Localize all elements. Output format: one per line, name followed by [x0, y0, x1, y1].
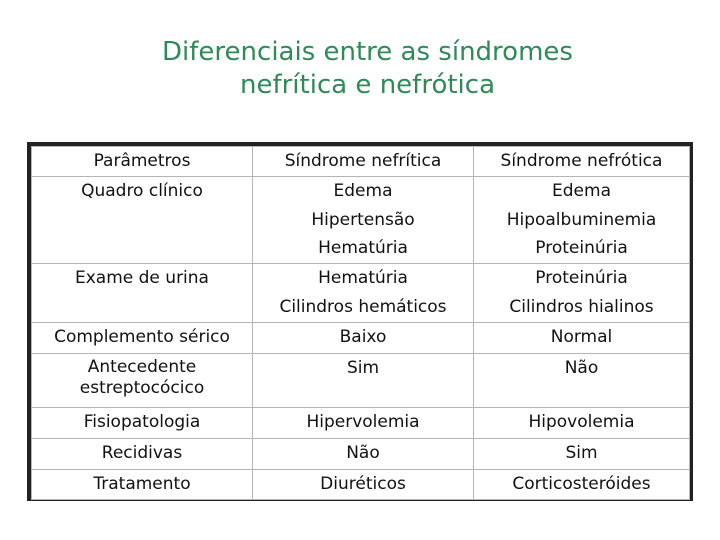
param-cell — [32, 323, 253, 354]
comparison-table-frame — [27, 142, 693, 501]
nefrotica-cell — [474, 408, 690, 439]
cell-text: Não — [564, 358, 599, 378]
comparison-table — [31, 146, 690, 500]
cell-text: Recidivas — [101, 443, 183, 463]
cell-text: Não — [346, 443, 380, 463]
param-cell — [32, 408, 253, 439]
cell-text: Hipovolemia — [528, 412, 635, 432]
cell-text: Antecedente — [87, 357, 197, 377]
slide-title — [0, 36, 720, 102]
cell-text: Exame de urina — [75, 268, 209, 288]
nefritica-cell — [253, 408, 474, 439]
cell-text: Tratamento — [93, 474, 191, 494]
cell-text: Proteinúria — [535, 268, 628, 288]
header-cell-nefrotica: Síndrome nefrótica — [474, 147, 690, 177]
nefrotica-cell — [474, 264, 690, 323]
cell-text: Hematúria — [318, 268, 408, 288]
table-row — [32, 264, 690, 323]
table-row — [32, 470, 690, 500]
cell-text: Sim — [346, 358, 380, 378]
cell-text: Cilindros hemáticos — [279, 296, 447, 317]
param-cell — [32, 439, 253, 470]
param-cell — [32, 470, 253, 500]
table-row — [32, 408, 690, 439]
cell-text: Cilindros hialinos — [509, 296, 654, 317]
header-row — [32, 147, 690, 177]
cell-text: Hematúria — [318, 238, 408, 258]
cell-text: Edema — [552, 181, 611, 201]
nefritica-cell — [253, 354, 474, 408]
cell-text: Edema — [333, 181, 393, 201]
nefritica-cell — [253, 439, 474, 470]
cell-text: Complemento sérico — [54, 327, 230, 347]
nefrotica-cell — [474, 354, 690, 408]
header-cell-parametros: Parâmetros — [32, 147, 253, 177]
nefrotica-cell — [474, 470, 690, 500]
nefrotica-cell — [474, 177, 690, 264]
header-cell-nefritica: Síndrome nefrítica — [253, 147, 474, 177]
cell-text: estreptocócico — [79, 378, 205, 398]
nefrotica-cell — [474, 323, 690, 354]
title-line-1: Diferenciais entre as síndromes — [162, 37, 573, 67]
nefritica-cell — [253, 264, 474, 323]
table-row — [32, 439, 690, 470]
table-row — [32, 323, 690, 354]
cell-text: Corticosteróides — [512, 474, 651, 494]
table-row — [32, 354, 690, 408]
cell-text: Diuréticos — [320, 474, 406, 494]
cell-text: Baixo — [339, 327, 387, 347]
cell-text: Hipervolemia — [306, 412, 420, 432]
nefritica-cell — [253, 323, 474, 354]
nefritica-cell — [253, 470, 474, 500]
nefrotica-cell — [474, 439, 690, 470]
nefritica-cell — [253, 177, 474, 264]
param-cell — [32, 264, 253, 323]
cell-text: Fisiopatologia — [83, 412, 201, 432]
table-row — [32, 177, 690, 264]
title-line-2: nefrítica e nefrótica — [239, 70, 495, 101]
cell-text: Proteinúria — [535, 238, 628, 258]
cell-text: Hipoalbuminemia — [506, 209, 657, 230]
cell-text: Normal — [550, 327, 613, 347]
cell-text: Quadro clínico — [81, 181, 203, 201]
param-cell — [32, 354, 253, 408]
cell-text: Hipertensão — [311, 209, 415, 230]
param-cell — [32, 177, 253, 264]
cell-text: Sim — [565, 443, 598, 463]
